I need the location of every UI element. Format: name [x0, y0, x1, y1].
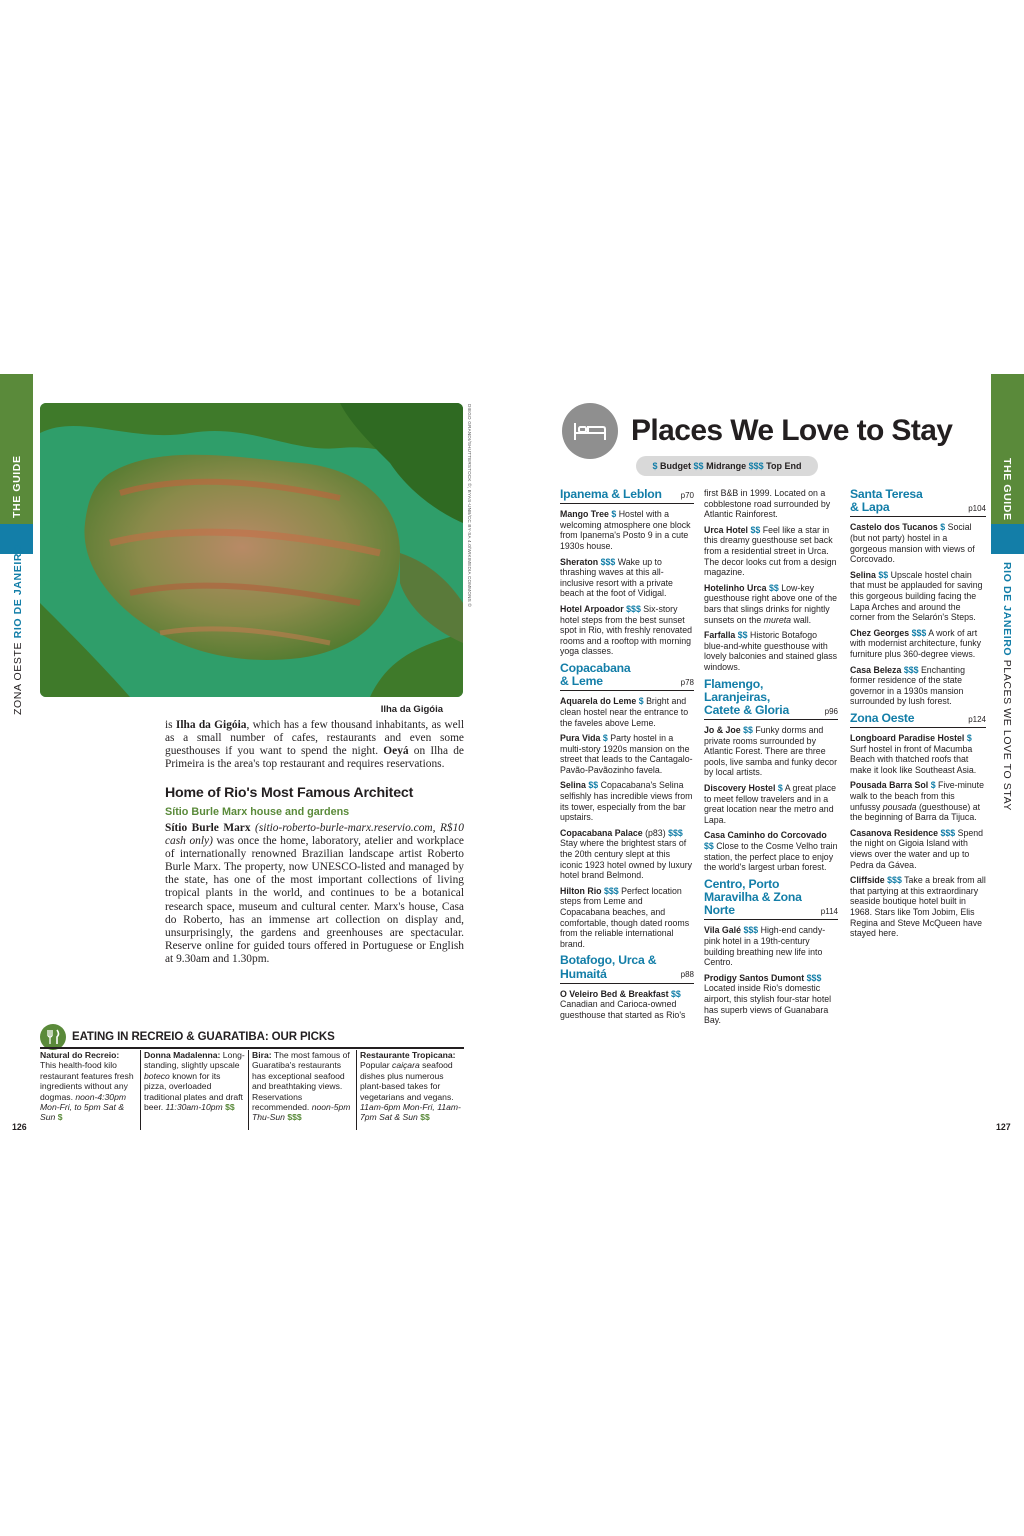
oeya-bold: Oeyá: [383, 745, 409, 758]
hotel-copacabana-palace: Copacabana Palace (p83) $$$ Stay where the brightest stars of the 20th century slept at this iconic 1923 hotel owned by luxury hotel brand Belmond.: [560, 827, 693, 881]
page-number-left: 126: [12, 1122, 27, 1132]
hotel-o-veleiro: O Veleiro Bed & Breakfast $$ Canadian and Carioca-owned guesthouse that started as Rio's: [560, 988, 686, 1020]
hotel-jo-and-joe: Jo & Joe $$ Funky dorms and private rooms surrounded by Atlantic Forest. There are three pools, live samba and funky decor by local artists.: [704, 725, 838, 778]
right-tab-city: RIO DE JANEIRO: [1001, 562, 1013, 657]
hotel-sheraton: Sheraton $$$ Wake up to thrashing waves at this all-inclusive resort with a private beach at the foot of Vidigal.: [560, 556, 673, 599]
hotel-mango-tree: Mango Tree $ Hostel with a welcoming atmosphere one block from Ipanema's Posto 9 in a cute 1930s house.: [560, 509, 691, 551]
intro-paragraph: is Ilha da Gigóia, which has a few thousand inhabitants, as well as a small number of cafes, restaurants and even some guesthouses if you want to spend the night. Oeyá on Ilha de Primeira is the area's top restaurant and requires reservations.: [165, 719, 464, 771]
hotel-castelo-dos-tucanos: Castelo dos Tucanos $ Social (but not party) hostel in a gorgeous mansion with views of Corcovado.: [850, 522, 975, 565]
right-tab-chapter: [991, 524, 1024, 554]
right-tab-section: PLACES WE LOVE TO STAY: [1001, 659, 1013, 812]
sitio-burle-marx-bold: Sítio Burle Marx: [165, 822, 251, 834]
hotel-pousada-barra-sol: Pousada Barra Sol $ Five-minute walk to the beach from this unfussy pousada (guesthouse) at the beginning of Barra da Tijuca.: [850, 780, 984, 823]
hotel-selina-lapa: Selina $$ Upscale hostel chain that must be applauded for saving this gorgeous building facing the Lapa Arches and around the corner from the Selarón's Steps.: [850, 569, 983, 623]
hotel-selina-copacabana: Selina $$ Copacabana's Selina selfishly has incredible views from its tower, especially from the bar upstairs.: [560, 780, 693, 823]
eating-divider: [40, 1047, 464, 1049]
hotel-cliffside: Cliffside $$$ Take a break from all that partying at this extraordinary seaside boutique hotel built in 1968. Stars like Tom Jobim, Elis Regina and Steve McQueen have stayed here.: [850, 875, 986, 939]
page-number-right: 127: [996, 1122, 1011, 1132]
stay-column-1: [560, 488, 694, 1026]
price-key: $ Budget $$ Midrange $$$ Top End: [636, 456, 818, 476]
left-tab-city: RIO DE JANEIRO: [12, 544, 24, 639]
burle-marx-paragraph: Sítio Burle Marx (sitio-roberto-burle-marx.reservio.com, R$10 cash only) was once the home, laboratory, atelier and workplace of internationally renowned Brazilian landscape artist Roberto Burle Marx. The property, now UNESCO-listed and managed by the state, has one of the most important collections of living tropical plants in the world, and continues to be a botanical research space, museum and cultural center. Marx's house, Casa do Roberto, has an immense art collection on display and, unsurprisingly, the gardens and greenhouses are spectacular. Reserve online for guided tours offered in Portuguese or English at 9.30am and 1.30pm.: [165, 822, 464, 965]
hotel-casa-beleza: Casa Beleza $$$ Enchanting former residence of the state governor in a 1930s mansion surrounded by lush forest.: [850, 664, 965, 707]
hotel-longboard-paradise: Longboard Paradise Hostel $ Surf hostel in front of Macumba Beach with thatched roofs that make it look like Southeast Asia.: [850, 733, 977, 775]
hotel-arpoador: Hotel Arpoador $$$ Six-story hotel steps from the best sunset spot in Rio, with freshly renovated rooms and a rooftop with morning yoga classes.: [560, 603, 693, 657]
eating-title: EATING IN RECREIO & GUARATIBA: OUR PICKS: [72, 1031, 335, 1043]
hotel-casa-caminho: Casa Caminho do Corcovado $$ Close to the Cosme Velho train station, the perfect place to enjoy the world's largest urban forest.: [704, 830, 838, 873]
section-ipanema-leblon: Ipanema & Leblon p70: [560, 488, 694, 504]
sitio-url-italic: (sitio-roberto-burle-marx.reservio.com, R$10 cash only): [165, 822, 464, 848]
left-tab-guide-label: THE GUIDE: [11, 455, 23, 518]
section-flamengo: Flamengo, Laranjeiras, Catete & Gloria p96: [704, 678, 838, 721]
section-centro: Centro, Porto Maravilha & Zona Norte p114: [704, 878, 838, 921]
right-tab-chapter-text: [1001, 562, 1013, 811]
section-santa-teresa-lapa: Santa Teresa & Lapa p104: [850, 488, 986, 517]
hotel-pura-vida: Pura Vida $ Party hostel in a multi-story 1920s mansion on the street that leads to the Cantagalo-Pavão-Pavãozinho favela.: [560, 733, 693, 775]
hotel-aquarela-do-leme: Aquarela do Leme $ Bright and clean hostel near the entrance to the faveles above Leme.: [560, 696, 689, 728]
hotel-vila-gale: Vila Galé $$$ High-end candy-pink hotel in a 19th-century building breathing new life into Centro.: [704, 925, 826, 968]
photo-credit: DIEGO GRANDI/SHUTTERSTOCK ©; BYAS-UNB/CC BY-SA 4.0/WIKIMEDIA COMMONS ©: [467, 404, 472, 607]
photo-caption: Ilha da Gigóia: [380, 704, 443, 715]
hotel-hilton-rio: Hilton Rio $$$ Perfect location steps from Leme and Copacabana beaches, and comfortable, though dated rooms from the reliable international brand.: [560, 885, 690, 949]
section-heading: Home of Rio's Most Famous Architect: [165, 785, 414, 801]
section-subheading: Sítio Burle Marx house and gardens: [165, 806, 350, 818]
section-copacabana-leme: Copacabana & Leme p78: [560, 662, 694, 691]
section-zona-oeste: Zona Oeste p124: [850, 712, 986, 728]
ilha-da-gigoia-bold: Ilha da Gigóia: [175, 719, 247, 731]
hotel-hotelinho-urca: Hotelinho Urca $$ Low-key guesthouse right above one of the bars that slings drinks for nightly sunsets on the mureta wall.: [704, 582, 838, 625]
bed-icon: [562, 403, 618, 459]
right-tab-guide-label: THE GUIDE: [1001, 458, 1013, 521]
pick-restaurante-tropicana: Restaurante Tropicana: Popular caiçara seafood dishes plus numerous plant-based takes for vegetarians and vegans. 11am-6pm Mon-Fri, 11am-7pm Sat & Sun $$: [356, 1050, 464, 1130]
hotel-farfalla: Farfalla $$ Historic Botafogo blue-and-white guesthouse with lovely balconies and stained glass windows.: [704, 630, 838, 672]
hotel-chez-georges: Chez Georges $$$ A work of art with modernist architecture, funky furniture plus 360-degree views.: [850, 627, 982, 659]
aerial-photo-ilha-da-gigoia: [40, 403, 463, 697]
left-tab-section: ZONA OESTE: [12, 641, 24, 715]
hotel-prodigy-santos-dumont: Prodigy Santos Dumont $$$ Located inside Rio's domestic airport, this stylish four-star hotel has superb views of Guanabara Bay.: [704, 972, 832, 1026]
pick-donna-madalenna: Donna Madalenna: Long-standing, slightly upscale boteco known for its pizza, overloaded traditional plates and draft beer. 11:30am-10pm $$: [140, 1050, 248, 1130]
hotel-urca: Urca Hotel $$ Feel like a star in this dreamy guesthouse set back from a residential street in Urca. The decor looks cut from a design magazine.: [704, 524, 837, 578]
stay-column-3: [850, 488, 986, 944]
hotel-discovery-hostel: Discovery Hostel $ A great place to meet fellow travelers and in a great location near the metro and Lapa.: [704, 783, 837, 825]
hotel-casanova-residence: Casanova Residence $$$ Spend the night on Gigoia Island with views over the water and up to Pedra da Gávea.: [850, 827, 984, 870]
eating-picks: [40, 1050, 464, 1130]
stay-column-2: [704, 488, 838, 1031]
pick-bira: Bira: The most famous of Guaratiba's restaurants has exceptional seafood and breathtaking views. Reservations recommended. noon-5pm Thu-Sun $$$: [248, 1050, 356, 1130]
page-title: Places We Love to Stay: [631, 414, 953, 447]
section-botafogo-urca-humaita: Botafogo, Urca & Humaitá p88: [560, 954, 694, 983]
hotel-o-veleiro-continued: first B&B in 1999. Located on a cobblestone road surrounded by Atlantic Rainforest.: [704, 488, 831, 520]
pick-natural-do-recreio: Natural do Recreio: This health-food kilo restaurant features fresh ingredients without any dogmas. noon-4:30pm Mon-Fri, to 5pm Sat & Sun $: [40, 1050, 134, 1123]
left-tab-chapter-text: [12, 544, 24, 715]
